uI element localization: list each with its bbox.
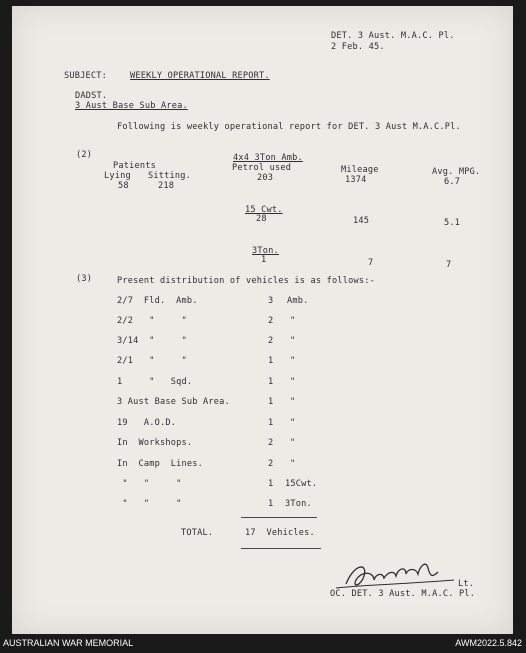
dist-count-9: 1 xyxy=(268,479,274,489)
mpg-value-2: 7 xyxy=(446,260,452,270)
dist-count-7: 2 xyxy=(268,438,274,448)
signature-rank: Lt. xyxy=(458,579,475,589)
dist-unit-8: In Camp Lines. xyxy=(117,459,203,469)
lying-label: Lying xyxy=(104,171,131,181)
dist-unit-2: 3/14 " " xyxy=(117,336,187,346)
dist-count-8: 2 xyxy=(268,459,274,469)
signature-line: OC. DET. 3 Aust. M.A.C. Pl. xyxy=(330,589,476,599)
dist-unit-6: 19 A.O.D. xyxy=(117,418,177,428)
dist-count-6: 1 xyxy=(268,418,274,428)
dist-unit-4: 1 " Sqd. xyxy=(117,377,193,387)
total-value: 17 Vehicles. xyxy=(245,528,315,538)
dist-unit-10: " " " xyxy=(117,499,182,509)
mileage-label: Mileage xyxy=(341,165,379,175)
section3-intro: Present distribution of vehicles is as follows:- xyxy=(117,276,375,286)
petrol-value-1: 28 xyxy=(256,214,267,224)
sitting-label: Sitting. xyxy=(148,171,191,181)
vehicle-type-0: 4x4 3Ton Amb. xyxy=(233,153,303,163)
subject-label: SUBJECT: xyxy=(64,71,107,81)
mileage-value-1: 145 xyxy=(353,216,370,226)
mileage-value-0: 1374 xyxy=(345,175,367,185)
dist-note-8: " xyxy=(290,459,296,469)
petrol-value-0: 203 xyxy=(257,173,274,183)
footer-accession: AWM2022.5.842 xyxy=(455,638,522,648)
dist-note-3: " xyxy=(290,356,296,366)
dist-count-4: 1 xyxy=(268,377,274,387)
subject-title: WEEKLY OPERATIONAL REPORT. xyxy=(130,71,270,81)
dist-unit-5: 3 Aust Base Sub Area. xyxy=(117,397,230,407)
dist-count-0: 3 xyxy=(268,296,274,306)
vehicle-type-1: 15 Cwt. xyxy=(245,205,283,215)
addressee-line2: 3 Aust Base Sub Area. xyxy=(75,101,188,111)
mpg-label: Avg. MPG. xyxy=(432,167,481,177)
addressee-line1: DADST. xyxy=(75,91,108,101)
total-rule-bottom xyxy=(241,548,321,549)
total-rule-top xyxy=(241,517,317,518)
patients-label: Patients xyxy=(113,161,156,171)
dist-count-5: 1 xyxy=(268,397,274,407)
header-date: 2 Feb. 45. xyxy=(331,42,385,52)
dist-unit-1: 2/2 " " xyxy=(117,316,187,326)
sitting-value: 218 xyxy=(158,181,175,191)
dist-note-2: " xyxy=(290,336,296,346)
dist-count-1: 2 xyxy=(268,316,274,326)
dist-unit-3: 2/1 " " xyxy=(117,356,187,366)
dist-count-2: 2 xyxy=(268,336,274,346)
dist-count-10: 1 xyxy=(268,499,274,509)
vehicle-type-2: 3Ton. xyxy=(252,246,279,256)
intro-text: Following is weekly operational report for DET. 3 Aust M.A.C.Pl. xyxy=(117,122,461,132)
total-label: TOTAL. xyxy=(181,528,214,538)
footer-source: AUSTRALIAN WAR MEMORIAL xyxy=(3,638,134,648)
header-unit: DET. 3 Aust. M.A.C. Pl. xyxy=(331,31,455,41)
dist-note-7: " xyxy=(290,438,296,448)
section2-number: (2) xyxy=(76,150,93,160)
dist-note-10: 3Ton. xyxy=(285,499,312,509)
dist-unit-9: " " " xyxy=(117,479,182,489)
lying-value: 58 xyxy=(118,181,129,191)
dist-note-9: 15Cwt. xyxy=(285,479,318,489)
dist-unit-0: 2/7 Fld. Amb. xyxy=(117,296,198,306)
dist-count-3: 1 xyxy=(268,356,274,366)
section3-number: (3) xyxy=(76,274,93,284)
mileage-value-2: 7 xyxy=(368,258,374,268)
mpg-value-0: 6.7 xyxy=(444,177,461,187)
dist-note-0: Amb. xyxy=(287,296,309,306)
dist-note-4: " xyxy=(290,377,296,387)
dist-unit-7: In Workshops. xyxy=(117,438,193,448)
dist-note-1: " xyxy=(290,316,296,326)
mpg-value-1: 5.1 xyxy=(444,218,461,228)
dist-note-5: " xyxy=(290,397,296,407)
petrol-value-2: 1 xyxy=(261,255,267,265)
petrol-label: Petrol used xyxy=(232,163,292,173)
dist-note-6: " xyxy=(290,418,296,428)
